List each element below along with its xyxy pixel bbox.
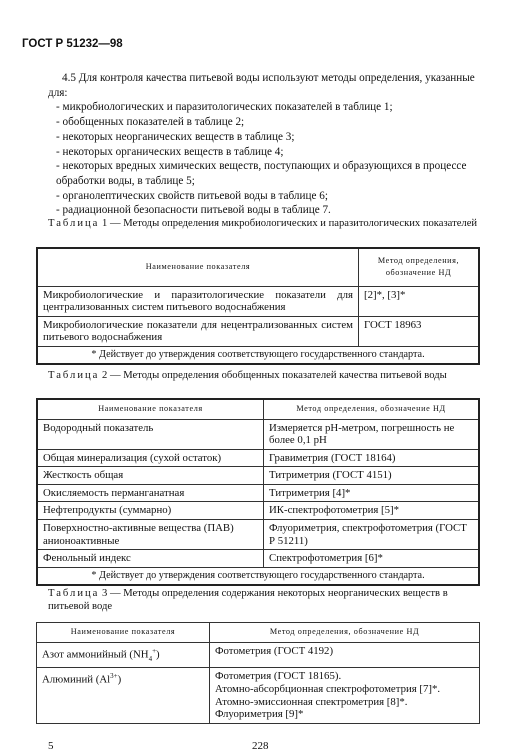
- table3-col-header-method: Метод определения, обозначение НД: [210, 623, 480, 643]
- table2-col-header-name: Наименование показателя: [37, 399, 264, 419]
- table-row: [37, 550, 479, 568]
- table-row: [37, 484, 479, 502]
- table-row: [37, 286, 479, 316]
- table2-cell-method: ИК-спектрофотометрия [5]*: [264, 502, 480, 520]
- table3-cell-method: Фотометрия (ГОСТ 4192): [210, 643, 480, 668]
- table1-caption: [48, 218, 480, 231]
- table2-cell-name: Водородный показатель: [37, 419, 264, 449]
- list-item: - некоторых неорганических веществ в таблице 3;: [56, 130, 295, 143]
- table2-cell-method: Спектрофотометрия [6]*: [264, 550, 480, 568]
- list-item: - некоторых вредных химических веществ, поступающих и образующихся в процессе обработки воды, в таблице 5;: [56, 160, 467, 187]
- table1-caption-label: Таблица: [48, 218, 100, 229]
- table3-caption: [48, 588, 480, 613]
- table2-cell-method: Титриметрия (ГОСТ 4151): [264, 467, 480, 485]
- table2: [36, 398, 480, 586]
- list-item: - некоторых органических веществ в таблице 4;: [56, 145, 284, 158]
- table2-cell-name: Нефтепродукты (суммарно): [37, 502, 264, 520]
- table2-footnote: * Действует до утверждения соответствующего государственного стандарта.: [37, 567, 479, 585]
- table1-cell-name: Микробиологические и паразитологические показатели для централизованных систем питьевого водоснабжения: [37, 286, 359, 316]
- table1-cell-method: [2]*, [3]*: [359, 286, 480, 316]
- table1-col-header-method: Метод определения, обозначение НД: [359, 248, 480, 286]
- table2-caption-label: Таблица: [48, 370, 100, 381]
- table-row: [37, 467, 479, 485]
- table-row: [37, 643, 480, 668]
- intro-section: [48, 71, 480, 218]
- table1-cell-method: ГОСТ 18963: [359, 316, 480, 346]
- table2-cell-method: Титриметрия [4]*: [264, 484, 480, 502]
- table3-caption-text: 3 — Методы определения содержания некоторых неорганических веществ в питьевой воде: [48, 588, 448, 612]
- list-item: - обобщенных показателей в таблице 2;: [56, 116, 245, 129]
- section-number: 5: [48, 740, 54, 752]
- table1-caption-text: 1 — Методы определения микробиологических и паразитологических показателей: [102, 218, 478, 229]
- list-item: - радиационной безопасности питьевой воды в таблице 7.: [56, 204, 331, 217]
- table3-cell-method: Фотометрия (ГОСТ 18165). Атомно-абсорбционная спектрофотометрия [7]*. Атомно-эмиссионная спектрометрия [8]*. Флуориметрия [9]*: [210, 668, 480, 723]
- table2-cell-name: Фенольный индекс: [37, 550, 264, 568]
- table-row: [37, 520, 479, 550]
- table-row: [37, 449, 479, 467]
- table-row: [37, 316, 479, 346]
- table-row: [37, 502, 479, 520]
- table2-caption-text: 2 — Методы определения обобщенных показателей качества питьевой воды: [102, 370, 447, 381]
- table3-cell-name: Азот аммонийный $(NH_4^+)$: [37, 643, 210, 668]
- list-item: - органолептических свойств питьевой воды в таблице 6;: [56, 189, 328, 202]
- table2-cell-method: Измеряется рН-метром, погрешность не более 0,1 рН: [264, 419, 480, 449]
- table3-col-header-name: Наименование показателя: [37, 623, 210, 643]
- table2-cell-name: Жесткость общая: [37, 467, 264, 485]
- table2-cell-name: Поверхностно-активные вещества (ПАВ) анионоактивные: [37, 520, 264, 550]
- intro-list: [48, 100, 480, 218]
- page-number: 228: [252, 740, 269, 752]
- table3-cell-name: Алюминий $(Al^{3+})$: [37, 668, 210, 723]
- table1-col-header-name: Наименование показателя: [37, 248, 359, 286]
- table1: [36, 247, 480, 365]
- table2-cell-method: Гравиметрия (ГОСТ 18164): [264, 449, 480, 467]
- table2-col-header-method: Метод определения, обозначение НД: [264, 399, 480, 419]
- table3-caption-label: Таблица: [48, 588, 100, 599]
- table2-cell-method: Флуориметрия, спектрофотометрия (ГОСТ Р 51211): [264, 520, 480, 550]
- table1-footnote: * Действует до утверждения соответствующего государственного стандарта.: [37, 346, 479, 364]
- table1-cell-name: Микробиологические показатели для нецентрализованных систем питьевого водоснабжения: [37, 316, 359, 346]
- table2-caption: [48, 370, 480, 383]
- table2-cell-name: Окисляемость перманганатная: [37, 484, 264, 502]
- intro-paragraph: 4.5 Для контроля качества питьевой воды используют методы определения, указанные для:: [48, 72, 475, 99]
- table-row: [37, 668, 480, 723]
- table2-cell-name: Общая минерализация (сухой остаток): [37, 449, 264, 467]
- document-code: ГОСТ Р 51232—98: [22, 38, 123, 50]
- table-row: [37, 419, 479, 449]
- table3: [36, 622, 480, 724]
- list-item: - микробиологических и паразитологических показателей в таблице 1;: [56, 101, 393, 114]
